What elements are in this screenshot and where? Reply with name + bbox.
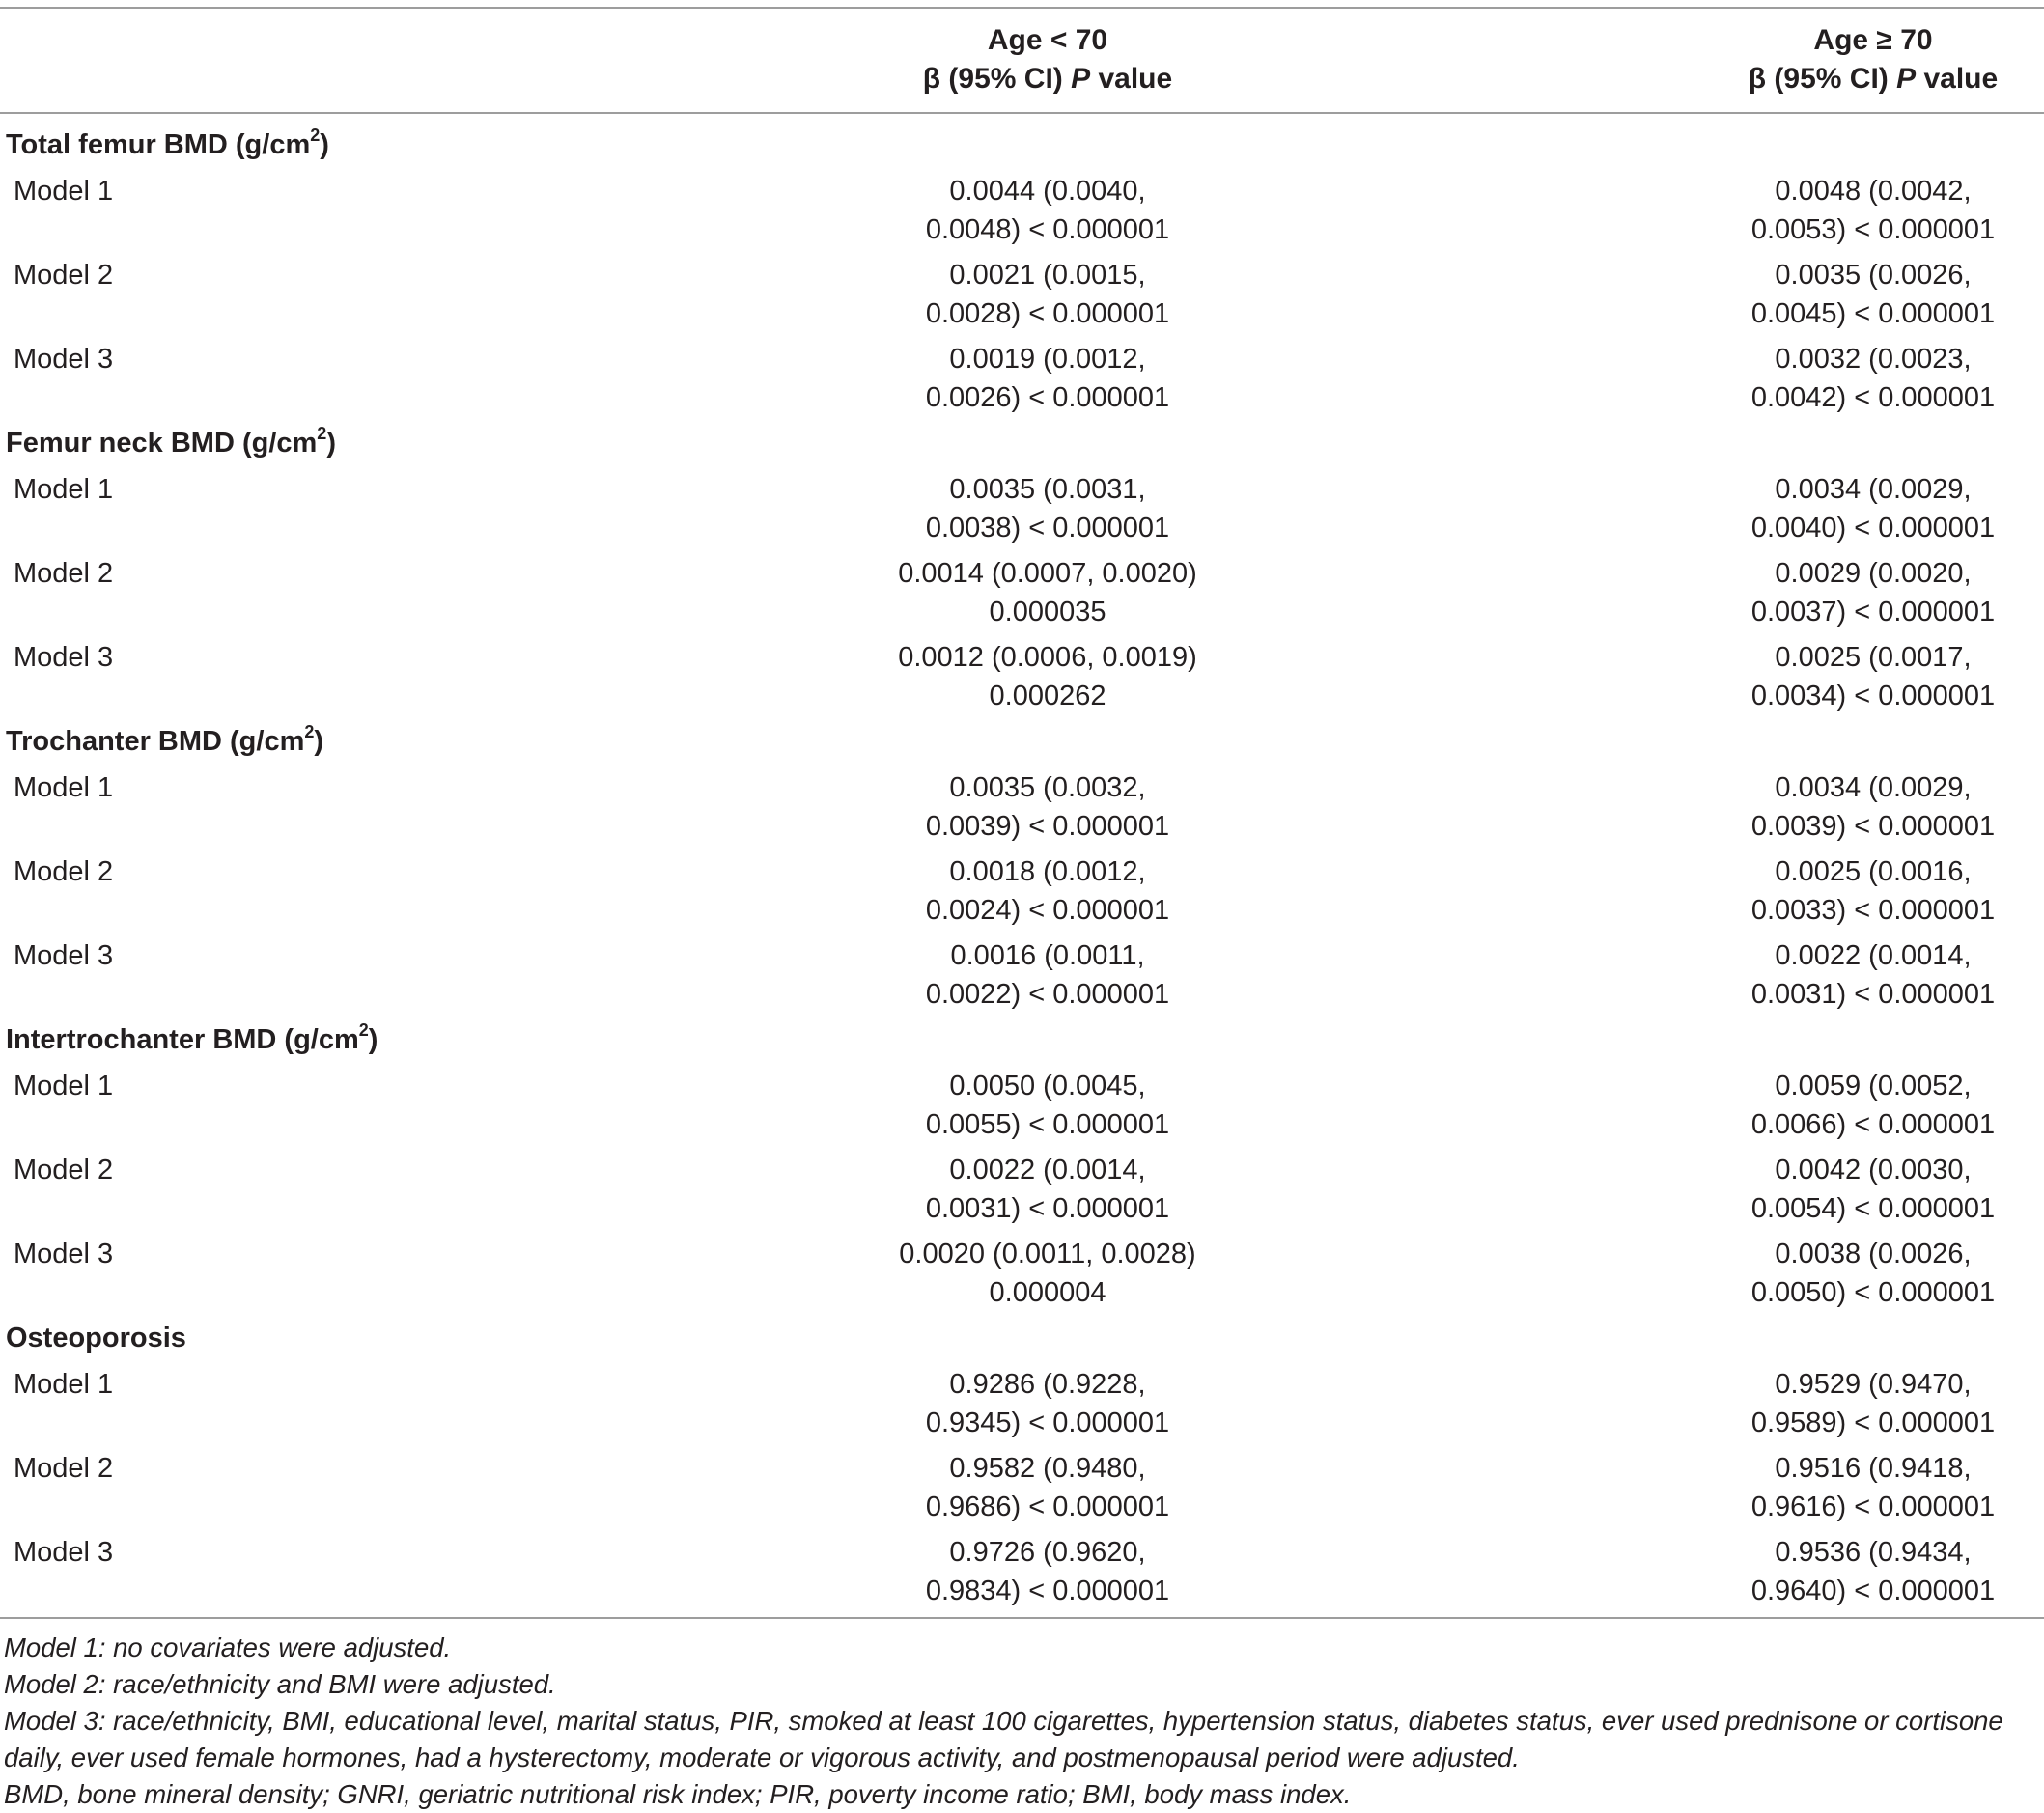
footnote-abbreviations: BMD, bone mineral density; GNRI, geriatric nutritional risk index; PIR, poverty income ratio; BMI, body mass index. bbox=[4, 1779, 1352, 1809]
footnote-model-2: Model 2: race/ethnicity and BMI were adjusted. bbox=[4, 1669, 556, 1699]
section-title-superscript: 2 bbox=[310, 126, 321, 146]
cell-age-under-70: 0.0012 (0.0006, 0.0019) 0.000262 bbox=[898, 642, 1197, 711]
cell-age-70-plus: 0.0035 (0.0026, 0.0045) < 0.000001 bbox=[1750, 260, 1996, 329]
column-header-title: Age < 70 bbox=[987, 24, 1108, 56]
stat-prefix: β (95% CI) bbox=[922, 63, 1072, 95]
row-label: Model 3 bbox=[14, 1239, 114, 1269]
cell-age-70-plus: 0.0029 (0.0020, 0.0037) < 0.000001 bbox=[1750, 558, 1996, 628]
cell-age-70-plus: 0.0022 (0.0014, 0.0031) < 0.000001 bbox=[1750, 940, 1996, 1010]
row-label: Model 2 bbox=[14, 856, 114, 887]
row-label: Model 1 bbox=[14, 176, 114, 207]
cell-age-under-70: 0.0014 (0.0007, 0.0020) 0.000035 bbox=[898, 558, 1197, 628]
table-top-rule bbox=[0, 7, 2044, 9]
section-title-superscript: 2 bbox=[317, 424, 327, 444]
cell-age-under-70: 0.0035 (0.0032, 0.0039) < 0.000001 bbox=[925, 772, 1170, 842]
cell-age-under-70: 0.0050 (0.0045, 0.0055) < 0.000001 bbox=[925, 1071, 1170, 1140]
footnote-model-3: Model 3: race/ethnicity, BMI, educational level, marital status, PIR, smoked at least 100 cigarettes, hypertension status, diabetes status, ever used prednisone or cortisone daily, ever used female hormones, had a hysterectomy, moderate or vigorous activity, and postmenopausal period were adjusted. bbox=[4, 1706, 2003, 1772]
cell-age-under-70: 0.9582 (0.9480, 0.9686) < 0.000001 bbox=[925, 1453, 1170, 1522]
column-header-age-70-plus bbox=[1622, 21, 2044, 98]
cell-age-70-plus: 0.0048 (0.0042, 0.0053) < 0.000001 bbox=[1750, 176, 1996, 245]
section-title: Total femur BMD (g/cm bbox=[6, 129, 311, 160]
cell-age-under-70: 0.0018 (0.0012, 0.0024) < 0.000001 bbox=[925, 856, 1170, 926]
column-header-stat bbox=[1622, 60, 2044, 98]
section-heading bbox=[6, 1319, 186, 1357]
cell-age-70-plus: 0.0032 (0.0023, 0.0042) < 0.000001 bbox=[1750, 344, 1996, 413]
section-title-superscript: 2 bbox=[304, 722, 315, 742]
cell-age-under-70: 0.0021 (0.0015, 0.0028) < 0.000001 bbox=[925, 260, 1170, 329]
cell-age-under-70: 0.0022 (0.0014, 0.0031) < 0.000001 bbox=[925, 1155, 1170, 1224]
section-title-close: ) bbox=[314, 726, 324, 757]
cell-age-under-70: 0.9726 (0.9620, 0.9834) < 0.000001 bbox=[925, 1537, 1170, 1606]
cell-age-under-70: 0.0044 (0.0040, 0.0048) < 0.000001 bbox=[925, 176, 1170, 245]
column-header-title: Age ≥ 70 bbox=[1813, 24, 1933, 56]
cell-age-70-plus: 0.0038 (0.0026, 0.0050) < 0.000001 bbox=[1750, 1239, 1996, 1308]
row-label: Model 1 bbox=[14, 474, 114, 505]
row-label: Model 3 bbox=[14, 344, 114, 375]
cell-age-70-plus: 0.0034 (0.0029, 0.0039) < 0.000001 bbox=[1750, 772, 1996, 842]
row-label: Model 2 bbox=[14, 1453, 114, 1484]
cell-age-under-70: 0.0035 (0.0031, 0.0038) < 0.000001 bbox=[925, 474, 1170, 544]
row-label: Model 3 bbox=[14, 642, 114, 673]
table-footnotes bbox=[4, 1630, 2041, 1813]
section-title: Trochanter BMD (g/cm bbox=[6, 726, 305, 757]
table-bottom-rule bbox=[0, 1617, 2044, 1619]
cell-age-70-plus: 0.9536 (0.9434, 0.9640) < 0.000001 bbox=[1750, 1537, 1996, 1606]
row-label: Model 2 bbox=[14, 558, 114, 589]
section-title: Femur neck BMD (g/cm bbox=[6, 428, 318, 459]
stat-p: P bbox=[1071, 63, 1091, 95]
section-title: Osteoporosis bbox=[6, 1323, 186, 1353]
column-header-age-under-70 bbox=[797, 21, 1299, 98]
section-heading bbox=[6, 126, 329, 164]
row-label: Model 1 bbox=[14, 1369, 114, 1400]
cell-age-70-plus: 0.0025 (0.0017, 0.0034) < 0.000001 bbox=[1750, 642, 1996, 711]
section-heading bbox=[6, 424, 336, 462]
cell-age-under-70: 0.0020 (0.0011, 0.0028) 0.000004 bbox=[899, 1239, 1196, 1308]
section-title-close: ) bbox=[368, 1024, 378, 1055]
stat-p: P bbox=[1896, 63, 1917, 95]
section-heading bbox=[6, 1020, 378, 1059]
stat-suffix: value bbox=[1090, 63, 1173, 95]
cell-age-70-plus: 0.0034 (0.0029, 0.0040) < 0.000001 bbox=[1750, 474, 1996, 544]
cell-age-under-70: 0.0019 (0.0012, 0.0026) < 0.000001 bbox=[925, 344, 1170, 413]
header-rule bbox=[0, 112, 2044, 114]
stat-prefix: β (95% CI) bbox=[1748, 63, 1897, 95]
row-label: Model 2 bbox=[14, 1155, 114, 1185]
section-heading bbox=[6, 722, 323, 761]
row-label: Model 1 bbox=[14, 1071, 114, 1102]
section-title-superscript: 2 bbox=[358, 1020, 369, 1041]
row-label: Model 3 bbox=[14, 940, 114, 971]
cell-age-70-plus: 0.9516 (0.9418, 0.9616) < 0.000001 bbox=[1750, 1453, 1996, 1522]
section-title-close: ) bbox=[320, 129, 329, 160]
cell-age-70-plus: 0.9529 (0.9470, 0.9589) < 0.000001 bbox=[1750, 1369, 1996, 1438]
cell-age-under-70: 0.9286 (0.9228, 0.9345) < 0.000001 bbox=[925, 1369, 1170, 1438]
stat-suffix: value bbox=[1916, 63, 1999, 95]
cell-age-70-plus: 0.0059 (0.0052, 0.0066) < 0.000001 bbox=[1750, 1071, 1996, 1140]
row-label: Model 2 bbox=[14, 260, 114, 291]
footnote-model-1: Model 1: no covariates were adjusted. bbox=[4, 1632, 452, 1662]
row-label: Model 3 bbox=[14, 1537, 114, 1568]
cell-age-70-plus: 0.0042 (0.0030, 0.0054) < 0.000001 bbox=[1750, 1155, 1996, 1224]
cell-age-under-70: 0.0016 (0.0011, 0.0022) < 0.000001 bbox=[925, 940, 1170, 1010]
section-title: Intertrochanter BMD (g/cm bbox=[6, 1024, 359, 1055]
cell-age-70-plus: 0.0025 (0.0016, 0.0033) < 0.000001 bbox=[1750, 856, 1996, 926]
section-title-close: ) bbox=[326, 428, 336, 459]
row-label: Model 1 bbox=[14, 772, 114, 803]
column-header-stat bbox=[797, 60, 1299, 98]
